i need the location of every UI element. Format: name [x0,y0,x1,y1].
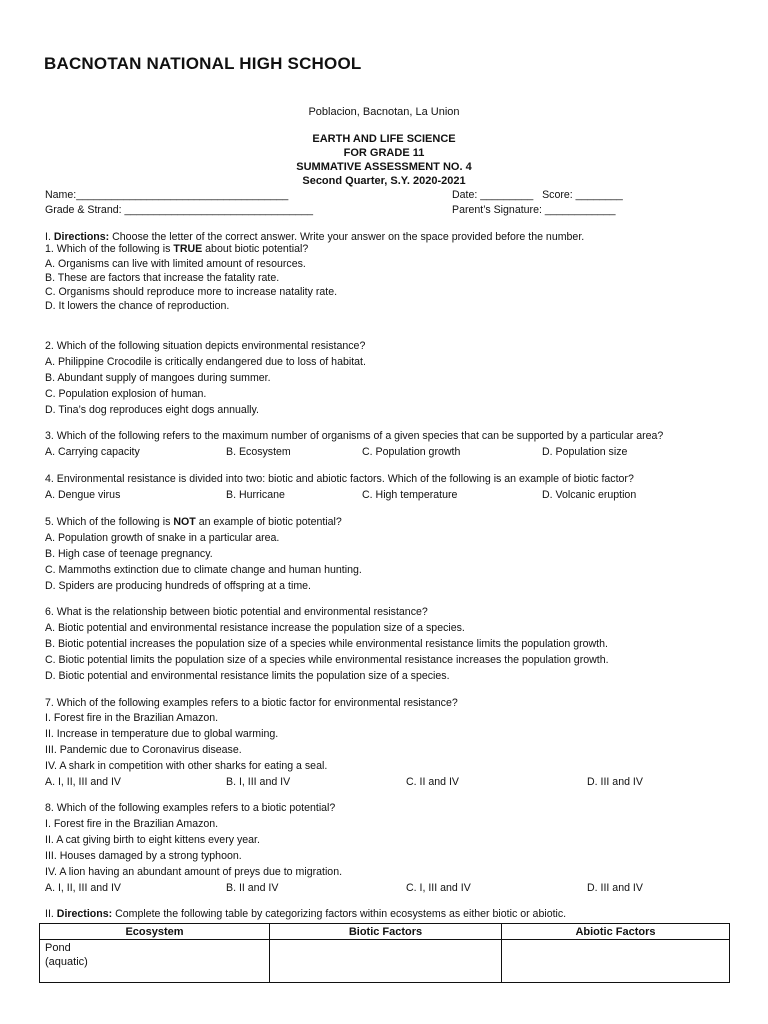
ecosystem-type: (aquatic) [45,956,88,968]
name-field: Name:____________________________________ [45,189,289,201]
q5-stem-part: 5. Which of the following is [45,516,174,528]
q5-stem-emphasis: NOT [173,516,196,528]
q7-item-ii: II. Increase in temperature due to global warming. [45,728,279,740]
subject-title: EARTH AND LIFE SCIENCE [312,133,456,145]
q7-option-b: B. I, III and IV [226,776,291,788]
ecosystem-table [39,923,730,983]
q1-option-a: A. Organisms can live with limited amount of resources. [45,258,306,270]
q6-option-c: C. Biotic potential limits the population size of a species while environmental resistance increases the population growth. [45,654,609,666]
ecosystem-name: Pond [45,942,71,954]
q2-option-b: B. Abundant supply of mangoes during summer. [45,372,271,384]
part1-roman: I. [45,231,51,243]
cell-biotic-factors[interactable] [270,940,502,983]
q2-option-c: C. Population explosion of human. [45,388,207,400]
q5-stem-part: an example of biotic potential? [195,516,342,528]
q8-option-d: D. III and IV [587,882,643,894]
q6-option-a: A. Biotic potential and environmental resistance increase the population size of a species. [45,622,465,634]
part1-directions-label: Directions: [53,231,110,243]
table-row [40,940,730,983]
part1-directions-text: Choose the letter of the correct answer. Write your answer on the space provided before the number. [109,231,585,243]
q7-option-c: C. II and IV [406,776,459,788]
q1-stem-emphasis: TRUE [173,243,203,255]
header-biotic-factors: Biotic Factors [270,924,502,940]
school-address: Poblacion, Bacnotan, La Union [308,106,460,118]
q1-option-b: B. These are factors that increase the fatality rate. [45,272,280,284]
q4-option-d: D. Volcanic eruption [542,489,637,501]
part2-directions [45,908,566,920]
grade-strand-field: Grade & Strand: ________________________________ [45,204,314,216]
q6-stem: 6. What is the relationship between biotic potential and environmental resistance? [45,606,428,618]
q1-option-c: C. Organisms should reproduce more to increase natality rate. [45,286,338,298]
q3-stem: 3. Which of the following refers to the maximum number of organisms of a given species that can be supported by a particular area? [45,430,664,442]
q4-stem: 4. Environmental resistance is divided into two: biotic and abiotic factors. Which of the following is an example of biotic factor? [45,473,634,485]
q6-option-d: D. Biotic potential and environmental resistance limits the population size of a species. [45,670,450,682]
cell-abiotic-factors[interactable] [502,940,730,983]
q3-option-c: C. Population growth [362,446,461,458]
q5-option-c: C. Mammoths extinction due to climate change and human hunting. [45,564,362,576]
q3-option-a: A. Carrying capacity [45,446,140,458]
q1-stem-part: about biotic potential? [202,243,309,255]
q8-item-ii: II. A cat giving birth to eight kittens every year. [45,834,260,846]
q3-option-d: D. Population size [542,446,628,458]
q1-stem [45,243,308,255]
q7-option-a: A. I, II, III and IV [45,776,121,788]
assessment-title: SUMMATIVE ASSESSMENT NO. 4 [296,161,472,173]
q5-option-b: B. High case of teenage pregnancy. [45,548,213,560]
q3-option-b: B. Ecosystem [226,446,291,458]
part2-roman: II. [45,908,54,920]
table-header-row [40,924,730,940]
q5-stem [45,516,342,528]
part2-directions-label: Directions: [56,908,113,920]
part2-directions-text: Complete the following table by categorizing factors within ecosystems as either biotic or abiotic. [112,908,567,920]
q7-option-d: D. III and IV [587,776,643,788]
q8-option-c: C. I, III and IV [406,882,471,894]
q8-option-b: B. II and IV [226,882,279,894]
q5-option-d: D. Spiders are producing hundreds of offspring at a time. [45,580,311,592]
q7-stem: 7. Which of the following examples refers to a biotic factor for environmental resistance? [45,697,458,709]
q2-option-d: D. Tina’s dog reproduces eight dogs annually. [45,404,259,416]
q7-item-iv: IV. A shark in competition with other sharks for eating a seal. [45,760,328,772]
q4-option-b: B. Hurricane [226,489,285,501]
q8-item-iv: IV. A lion having an abundant amount of preys due to migration. [45,866,343,878]
q7-item-i: I. Forest fire in the Brazilian Amazon. [45,712,219,724]
q5-option-a: A. Population growth of snake in a particular area. [45,532,280,544]
part1-directions [45,231,584,243]
q8-stem: 8. Which of the following examples refers to a biotic potential? [45,802,336,814]
school-name: BACNOTAN NATIONAL HIGH SCHOOL [44,54,362,73]
q4-option-a: A. Dengue virus [45,489,121,501]
q8-item-i: I. Forest fire in the Brazilian Amazon. [45,818,219,830]
q7-item-iii: III. Pandemic due to Coronavirus disease. [45,744,242,756]
q8-item-iii: III. Houses damaged by a strong typhoon. [45,850,242,862]
q1-stem-part: 1. Which of the following is [45,243,174,255]
header-ecosystem: Ecosystem [40,924,270,940]
grade-title: FOR GRADE 11 [343,147,425,159]
header-abiotic-factors: Abiotic Factors [502,924,730,940]
q2-stem: 2. Which of the following situation depicts environmental resistance? [45,340,366,352]
date-score-field: Date: _________ Score: ________ [452,189,623,201]
q2-option-a: A. Philippine Crocodile is critically endangered due to loss of habitat. [45,356,366,368]
q8-option-a: A. I, II, III and IV [45,882,121,894]
q6-option-b: B. Biotic potential increases the population size of a species while environmental resistance limits the population growth. [45,638,608,650]
q1-option-d: D. It lowers the chance of reproduction. [45,300,230,312]
parent-signature-field: Parent’s Signature: ____________ [452,204,616,216]
q4-option-c: C. High temperature [362,489,458,501]
quarter-title: Second Quarter, S.Y. 2020-2021 [302,175,466,187]
cell-ecosystem [40,940,270,983]
